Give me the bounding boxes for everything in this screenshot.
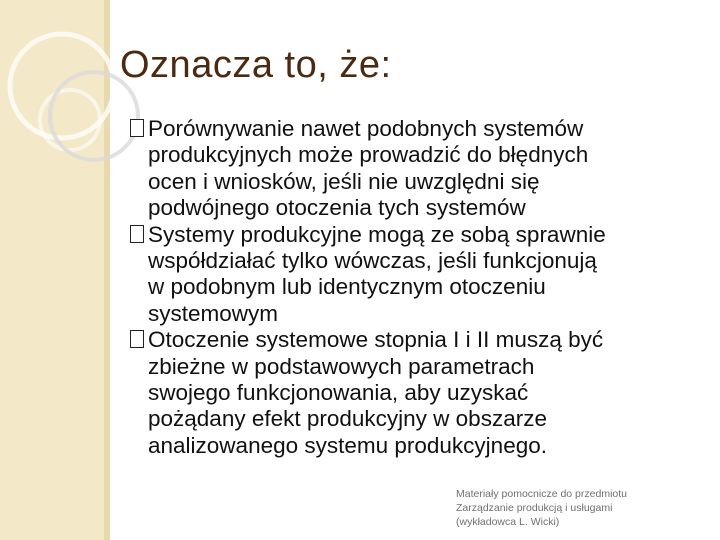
bullet-3-line-3: swojego funkcjonowania, aby uzyskać (148, 380, 529, 406)
bullet-1-line-1: Porównywanie nawet podobnych systemów (148, 116, 584, 141)
bullet-3-line-5: analizowanego systemu produkcyjnego. (148, 432, 547, 458)
bullet-1-line-2: produkcyjnych może prowadzić do błędnych (148, 142, 589, 168)
bullet-item-2 (130, 222, 705, 328)
bullet-2-line-3: w podobnym lub identycznym otoczeniu (148, 274, 546, 300)
bullet-list (130, 116, 705, 459)
footer-line-2: Zarządzanie produkcją i usługami (456, 502, 613, 514)
slide-title: Oznacza to, że: (120, 44, 392, 86)
bullet-1-line-3: ocen i wniosków, jeśli nie uwzględni się (148, 168, 540, 194)
bullet-3-line-2: zbieżne w podstawowych parametrach (148, 353, 535, 379)
bullet-3-line-4: pożądany efekt produkcyjny w obszarze (148, 406, 547, 432)
bullet-1-line-4: podwójnego otoczenia tych systemów (148, 195, 526, 221)
bullet-3-line-1: Otoczenie systemowe stopnia I i II muszą być (148, 327, 604, 353)
bullet-box-icon (130, 119, 144, 137)
footer-line-3: (wykładowca L. Wicki) (456, 516, 560, 528)
footer-line-1: Materiały pomocnicze do przedmiotu (456, 488, 627, 500)
bullet-2-line-1: Systemy produkcyjne mogą ze sobą sprawnie (148, 221, 606, 247)
bullet-item-3 (130, 327, 705, 459)
bullet-box-icon (130, 330, 144, 348)
footer-note (456, 487, 706, 529)
bullet-2-line-2: współdziałać tylko wówczas, jeśli funkcjonują (148, 248, 597, 274)
bullet-box-icon (130, 225, 144, 243)
bullet-2-line-4: systemowym (148, 300, 279, 326)
bullet-item-1 (130, 116, 705, 222)
